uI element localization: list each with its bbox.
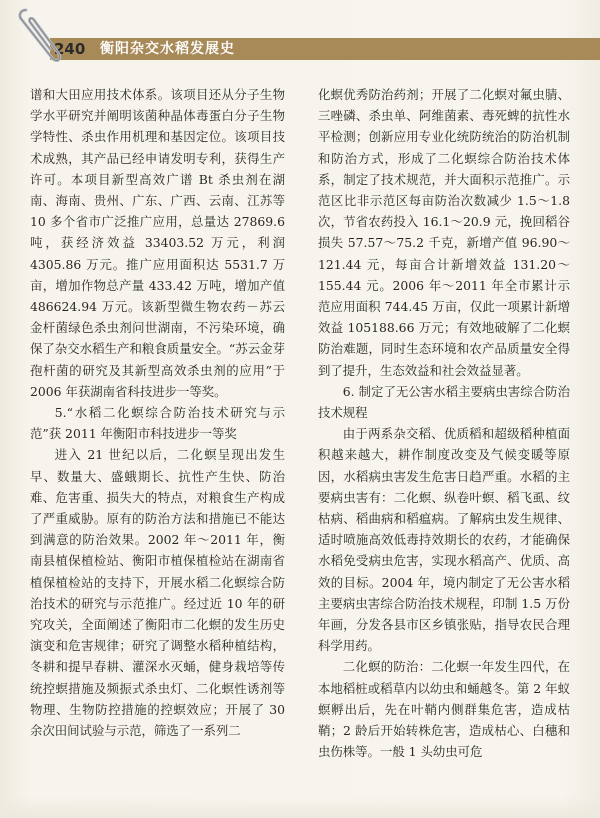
right-text-column: [318, 84, 570, 763]
paragraph: 由于两系杂交稻、优质稻和超级稻种植面积越来越大，耕作制度改变及气候变暖等原因，水稻病虫害发生危害日趋严重。水稻的主要病虫害有：二化螟、纵卷叶螟、稻飞虱、纹枯病、稻曲病和稻瘟病。了解病虫发生规律、适时喷施高效低毒持效期长的农药，才能确保水稻免受病虫危害，实现水稻高产、优质、高效的目标。2004 年，境内制定了无公害水稻主要病虫害综合防治技术规程，印制 1.5 万份年画，分发各县市区乡镇张贴，指导农民合理科学用药。: [318, 426, 570, 654]
section-heading: 5.“水稻二化螟综合防治技术研究与示范”获 2011 年衡阳市科技进步一等奖: [30, 405, 285, 442]
page-bottom-shadow: [0, 796, 600, 818]
left-text-column: [30, 84, 285, 741]
paperclip-icon: [12, 2, 64, 74]
paragraph: 化螟优秀防治药剂；开展了二化螟对氟虫腈、三唑磷、杀虫单、阿维菌素、毒死蜱的抗性水平检测；创新应用专业化统防统治的防治机制和防治方式，形成了二化螟综合防治技术体系，制定了技术规范，并大面积示范推广。示范区比非示范区每亩防治次数减少 1.5～1.8 次，节省农药投入 16.1～20.9 元，挽回稻谷损失 57.57～75.2 千克，新增产值 96.90～121.44 元，每亩合计新增效益 131.20～155.44 元。2006 年～2011 年全市累计示范应用面积 744.45 万亩，仅此一项累计新增效益 105188.66 万元；有效地破解了二化螟防治难题，同时生态环境和农产品质量安全得到了提升，生态效益和社会效益显著。: [318, 87, 570, 378]
paragraph: 进入 21 世纪以后，二化螟呈现出发生早、数量大、盛蛾期长、抗性产生快、防治难、危害重、损失大的特点，对粮食生产构成了严重威胁。原有的防治方法和措施已不能达到满意的防治效果。2002 年～2011 年，衡南县植保植检站、衡阳市植保植检站在湖南省植保植检站的支持下，开展水稻二化螟综合防治技术的研究与示范推广。经过近 10 年的研究攻关，全面阐述了衡阳市二化螟的发生历史演变和危害规律；研究了调整水稻种植结构，冬耕和提早春耕、灌深水灭蛹，健身栽培等传统控螟措施及频振式杀虫灯、二化螟性诱剂等物理、生物防控措施的控螟效应；开展了 30 余次田间试验与示范，筛选了一系列二: [30, 447, 285, 739]
running-header-title: 衡阳杂交水稻发展史: [100, 41, 235, 57]
section-heading: 6. 制定了无公害水稻主要病虫害综合防治技术规程: [318, 383, 570, 421]
page-number: 240: [54, 40, 86, 58]
paragraph: 谱和大田应用技术体系。该项目还从分子生物学水平研究并阐明该菌种晶体毒蛋白分子生物学特性、杀虫作用机理和基因定位。该项目技术成熟，其产品已经申请发明专利，获得生产许可。本项目新型高效广谱 Bt 杀虫剂在湖南、海南、贵州、广东、广西、云南、江苏等 10 多个省市广泛推广应用，总量达 27869.6 吨，获经济效益 33403.52 万元，利润 4305.86 万元。推广应用面积达 5531.7 万亩，增加作物总产量 433.42 万吨，增加产值 486624.94 万元。该新型微生物农药－苏云金杆菌绿色杀虫剂问世湖南，不污染环境，确保了杂交水稻生产和粮食质量安全。“苏云金芽孢杆菌的研究及其新型高效杀虫剂的应用”于 2006 年获湖南省科技进步一等奖。: [30, 87, 285, 399]
paragraph: 二化螟的防治：二化螟一年发生四代，在本地稻桩或稻草内以幼虫和蛹越冬。第 2 年蚁螟孵出后，先在叶鞘内侧群集危害，造成枯鞘；2 龄后开始转株危害，造成枯心、白穗和虫伤株等。一般 1 头幼虫可危: [318, 659, 570, 760]
